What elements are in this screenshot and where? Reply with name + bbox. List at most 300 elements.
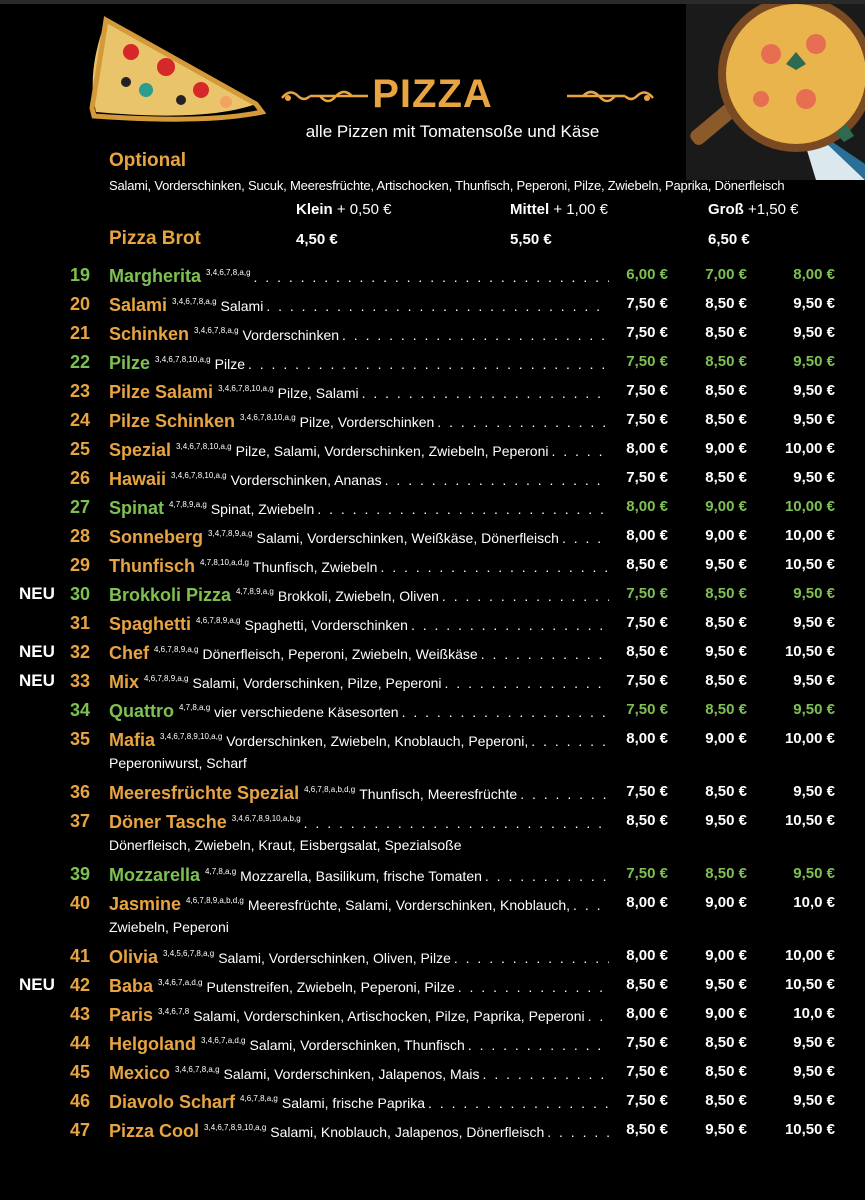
- item-name: Diavolo Scharf: [109, 1092, 236, 1112]
- item-line: [109, 668, 609, 697]
- item-allergens: 4,6,7,8,a,g: [240, 1094, 278, 1103]
- price-gross: 9,50 €: [793, 324, 835, 341]
- menu-item: [0, 262, 865, 291]
- price-klein: 8,50 €: [626, 1121, 668, 1138]
- price-gross: 10,00 €: [784, 947, 835, 964]
- dot-leader: [317, 501, 609, 517]
- dot-leader: [385, 472, 609, 488]
- price-mittel: 9,50 €: [705, 1121, 747, 1138]
- price-klein: 8,50 €: [626, 976, 668, 993]
- item-description: Spinat, Zwiebeln: [210, 501, 315, 517]
- menu-item: [0, 1001, 865, 1030]
- dot-leader: [442, 588, 609, 604]
- item-allergens: 3,4,6,7,8,10,a,g: [218, 384, 274, 393]
- item-allergens: 3,4,6,7,8: [158, 1007, 190, 1016]
- menu-item: [0, 349, 865, 378]
- price-mittel: 9,00 €: [705, 894, 747, 911]
- item-description: Vorderschinken, Zwiebeln, Knoblauch, Peperoni,: [226, 733, 529, 749]
- dot-leader: [454, 950, 609, 966]
- dot-leader: [428, 1095, 609, 1111]
- item-number: 24: [69, 410, 90, 430]
- price-klein: 7,50 €: [626, 585, 668, 602]
- item-name: Hawaii: [109, 469, 167, 489]
- item-allergens: 4,6,7,8,a,b,d,g: [304, 785, 356, 794]
- item-number: 20: [69, 294, 90, 314]
- price-gross: 9,50 €: [793, 701, 835, 718]
- price-klein: 8,00 €: [626, 730, 668, 747]
- price-gross: 9,50 €: [793, 469, 835, 486]
- price-klein: 7,50 €: [626, 353, 668, 370]
- price-gross: 9,50 €: [793, 411, 835, 428]
- item-line: [109, 697, 609, 726]
- item-description: Brokkoli, Zwiebeln, Oliven: [277, 588, 439, 604]
- item-line: [109, 1059, 609, 1088]
- item-allergens: 4,6,7,8,9,a,g: [154, 645, 199, 654]
- item-allergens: 3,4,6,7,a,d,g: [158, 978, 203, 987]
- price-gross: 9,50 €: [793, 672, 835, 689]
- item-name: Jasmine: [109, 894, 182, 914]
- item-allergens: 4,6,7,8,9,a,b,d,g: [186, 896, 244, 905]
- item-description: Salami, Vorderschinken, Jalapenos, Mais: [223, 1066, 480, 1082]
- item-line: [109, 320, 609, 349]
- item-line: [109, 262, 609, 291]
- item-description-continued: Zwiebeln, Peperoni: [109, 919, 229, 935]
- item-description: Mozzarella, Basilikum, frische Tomaten: [240, 868, 482, 884]
- item-number: 33: [69, 671, 90, 691]
- item-allergens: 3,4,6,7,8,10,a,g: [171, 471, 227, 480]
- item-description: Thunfisch, Meeresfrüchte: [359, 786, 518, 802]
- item-line: [109, 494, 609, 523]
- menu-item: [0, 610, 865, 639]
- item-number: 27: [69, 497, 90, 517]
- item-description: Spaghetti, Vorderschinken: [244, 617, 408, 633]
- menu-item: [0, 726, 865, 779]
- item-number: 39: [69, 864, 90, 884]
- price-mittel: 8,50 €: [705, 672, 747, 689]
- dot-leader: [402, 704, 609, 720]
- item-allergens: 3,4,6,7,8,10,a,g: [176, 442, 232, 451]
- price-mittel: 9,00 €: [705, 730, 747, 747]
- item-allergens: 4,7,8,a,g: [205, 867, 237, 876]
- item-allergens: 3,4,6,7,8,10,a,g: [155, 355, 211, 364]
- price-klein: 6,00 €: [626, 266, 668, 283]
- price-klein: 7,50 €: [626, 1092, 668, 1109]
- price-gross: 9,50 €: [793, 783, 835, 800]
- price-gross: 10,0 €: [793, 894, 835, 911]
- price-gross: 9,50 €: [793, 1063, 835, 1080]
- item-allergens: 3,4,6,7,8,9,10,a,g: [160, 732, 223, 741]
- price-mittel: 8,50 €: [705, 783, 747, 800]
- price-klein: 8,00 €: [626, 894, 668, 911]
- item-name: Paris: [109, 1005, 154, 1025]
- pizza-brot-price-mittel: 5,50 €: [510, 231, 552, 248]
- dot-leader: [468, 1037, 609, 1053]
- item-name: Baba: [109, 976, 154, 996]
- price-klein: 8,50 €: [626, 556, 668, 573]
- size-label: Groß: [708, 201, 744, 218]
- price-gross: 10,00 €: [784, 498, 835, 515]
- item-number: 19: [69, 265, 90, 285]
- menu-item: [0, 1059, 865, 1088]
- price-klein: 8,50 €: [626, 812, 668, 829]
- dot-leader: [547, 1124, 609, 1140]
- new-badge: NEU: [19, 671, 55, 690]
- item-allergens: 4,7,8,a,g: [179, 703, 211, 712]
- menu-item: [0, 320, 865, 349]
- price-klein: 7,50 €: [626, 672, 668, 689]
- item-line: [109, 779, 609, 808]
- item-description: Vorderschinken, Ananas: [230, 472, 382, 488]
- item-description: Putenstreifen, Zwiebeln, Peperoni, Pilze: [206, 979, 455, 995]
- menu-item: [0, 779, 865, 808]
- pizza-brot-price-gross: 6,50 €: [708, 231, 750, 248]
- price-gross: 9,50 €: [793, 865, 835, 882]
- price-mittel: 8,50 €: [705, 1063, 747, 1080]
- menu-item: [0, 668, 865, 697]
- item-description: Salami, Vorderschinken, Weißkäse, Dönerfleisch: [256, 530, 559, 546]
- price-gross: 9,50 €: [793, 1034, 835, 1051]
- item-number: 28: [69, 526, 90, 546]
- price-klein: 7,50 €: [626, 295, 668, 312]
- item-line: [109, 1030, 609, 1059]
- item-description: Pilze: [214, 356, 245, 372]
- price-mittel: 8,50 €: [705, 865, 747, 882]
- dot-leader: [304, 815, 609, 831]
- item-description: Salami, frische Paprika: [281, 1095, 426, 1111]
- page-title: PIZZA: [372, 72, 493, 116]
- menu-item: [0, 639, 865, 668]
- price-mittel: 9,50 €: [705, 556, 747, 573]
- price-gross: 10,50 €: [784, 1121, 835, 1138]
- price-klein: 8,00 €: [626, 440, 668, 457]
- price-mittel: 8,50 €: [705, 585, 747, 602]
- item-name: Pilze Salami: [109, 382, 214, 402]
- item-line: [109, 1117, 609, 1146]
- item-line: [109, 465, 609, 494]
- item-description: Thunfisch, Zwiebeln: [252, 559, 378, 575]
- item-number: 46: [69, 1091, 90, 1111]
- size-label: Mittel: [510, 201, 550, 218]
- item-name: Döner Tasche: [109, 812, 227, 832]
- price-gross: 8,00 €: [793, 266, 835, 283]
- price-klein: 7,50 €: [626, 324, 668, 341]
- item-name: Spaghetti: [109, 614, 192, 634]
- item-name: Olivia: [109, 947, 159, 967]
- menu-item: [0, 972, 865, 1001]
- dot-leader: [520, 786, 609, 802]
- item-number: 22: [69, 352, 90, 372]
- item-number: 41: [69, 946, 90, 966]
- price-mittel: 8,50 €: [705, 324, 747, 341]
- price-gross: 10,00 €: [784, 440, 835, 457]
- item-description-continued: Peperoniwurst, Scharf: [109, 755, 247, 771]
- item-number: 23: [69, 381, 90, 401]
- item-line: [109, 943, 609, 972]
- price-mittel: 8,50 €: [705, 701, 747, 718]
- price-klein: 7,50 €: [626, 411, 668, 428]
- new-badge: NEU: [19, 975, 55, 994]
- item-line: [109, 291, 609, 320]
- item-name: Brokkoli Pizza: [109, 585, 232, 605]
- item-line: [109, 552, 609, 581]
- page-subtitle: alle Pizzen mit Tomatensoße und Käse: [305, 122, 600, 141]
- price-gross: 10,00 €: [784, 730, 835, 747]
- price-gross: 10,50 €: [784, 812, 835, 829]
- price-klein: 8,00 €: [626, 1005, 668, 1022]
- item-number: 30: [69, 584, 90, 604]
- item-name: Mozzarella: [109, 865, 201, 885]
- item-line: [109, 436, 609, 465]
- item-description: Salami, Knoblauch, Jalapenos, Dönerfleisch: [270, 1124, 545, 1140]
- price-mittel: 8,50 €: [705, 382, 747, 399]
- price-gross: 10,0 €: [793, 1005, 835, 1022]
- item-name: Pilze: [109, 353, 151, 373]
- price-klein: 8,00 €: [626, 498, 668, 515]
- item-line: [109, 861, 609, 890]
- item-description: Vorderschinken: [242, 327, 340, 343]
- pizza-brot-label: Pizza Brot: [109, 228, 201, 249]
- price-mittel: 8,50 €: [705, 614, 747, 631]
- price-mittel: 9,50 €: [705, 976, 747, 993]
- item-line: [109, 808, 609, 837]
- menu-item: [0, 552, 865, 581]
- menu-item: [0, 378, 865, 407]
- item-name: Margherita: [109, 266, 202, 286]
- item-allergens: 4,7,8,9,a,g: [169, 500, 207, 509]
- price-mittel: 9,50 €: [705, 812, 747, 829]
- price-mittel: 9,50 €: [705, 643, 747, 660]
- dot-leader: [445, 675, 609, 691]
- dot-leader: [266, 298, 609, 314]
- item-description: Salami, Vorderschinken, Artischocken, Pilze, Paprika, Peperoni: [193, 1008, 585, 1024]
- menu-item: [0, 407, 865, 436]
- item-number: 35: [69, 729, 90, 749]
- item-name: Thunfisch: [109, 556, 195, 576]
- item-allergens: 4,6,7,8,9,a,g: [196, 616, 241, 625]
- menu-item: [0, 523, 865, 552]
- size-mittel: [510, 201, 608, 218]
- menu-item: [0, 1088, 865, 1117]
- item-number: 26: [69, 468, 90, 488]
- item-allergens: 4,7,8,10,a,d,g: [200, 558, 249, 567]
- item-name: Salami: [109, 295, 168, 315]
- size-gross: [708, 201, 798, 218]
- item-description: Salami, Vorderschinken, Pilze, Peperoni: [192, 675, 442, 691]
- dot-leader: [362, 385, 609, 401]
- price-klein: 7,50 €: [626, 1034, 668, 1051]
- price-klein: 7,50 €: [626, 701, 668, 718]
- item-allergens: 3,4,5,6,7,8,a,g: [163, 949, 215, 958]
- item-allergens: 3,4,6,7,8,a,g: [175, 1065, 220, 1074]
- dot-leader: [481, 646, 609, 662]
- dot-leader: [551, 443, 609, 459]
- price-gross: 9,50 €: [793, 1092, 835, 1109]
- item-number: 37: [69, 811, 90, 831]
- item-allergens: 4,7,8,9,a,g: [236, 587, 274, 596]
- item-number: 40: [69, 893, 90, 913]
- dot-leader: [411, 617, 609, 633]
- item-line: [109, 890, 609, 919]
- item-name: Helgoland: [109, 1034, 197, 1054]
- item-allergens: 3,4,6,7,8,10,a,g: [240, 413, 296, 422]
- item-number: 32: [69, 642, 90, 662]
- menu-item: [0, 697, 865, 726]
- price-klein: 8,00 €: [626, 947, 668, 964]
- item-name: Quattro: [109, 701, 174, 721]
- menu-item: [0, 1030, 865, 1059]
- item-line: [109, 378, 609, 407]
- menu-item: [0, 943, 865, 972]
- item-description: Dönerfleisch, Peperoni, Zwiebeln, Weißkäse: [202, 646, 478, 662]
- menu-item: [0, 465, 865, 494]
- price-gross: 10,50 €: [784, 643, 835, 660]
- item-name: Mix: [109, 672, 140, 692]
- dot-leader: [437, 414, 609, 430]
- item-name: Chef: [109, 643, 149, 663]
- price-mittel: 9,00 €: [705, 498, 747, 515]
- item-line: [109, 726, 609, 755]
- item-description: Pilze, Salami, Vorderschinken, Zwiebeln, Peperoni: [235, 443, 549, 459]
- price-klein: 7,50 €: [626, 382, 668, 399]
- price-mittel: 8,50 €: [705, 295, 747, 312]
- item-description: Pilze, Salami: [277, 385, 359, 401]
- item-name: Pilze Schinken: [109, 411, 236, 431]
- item-number: 42: [69, 975, 90, 995]
- new-badge: NEU: [19, 642, 55, 661]
- item-number: 43: [69, 1004, 90, 1024]
- price-mittel: 8,50 €: [705, 411, 747, 428]
- item-line: [109, 407, 609, 436]
- item-name: Schinken: [109, 324, 190, 344]
- price-mittel: 8,50 €: [705, 1034, 747, 1051]
- item-description: Salami: [220, 298, 264, 314]
- menu-item: [0, 494, 865, 523]
- item-description: Meeresfrüchte, Salami, Vorderschinken, Knoblauch,: [247, 897, 571, 913]
- menu-item: [0, 861, 865, 890]
- item-number: 31: [69, 613, 90, 633]
- price-gross: 9,50 €: [793, 295, 835, 312]
- price-gross: 9,50 €: [793, 614, 835, 631]
- size-surcharge: +1,50 €: [748, 201, 799, 218]
- menu-item: [0, 808, 865, 861]
- optional-items: Salami, Vorderschinken, Sucuk, Meeresfrüchte, Artischocken, Thunfisch, Peperoni, Pilze, Zwiebeln, Paprika, Dönerfleisch: [109, 178, 785, 193]
- item-name: Sonneberg: [109, 527, 204, 547]
- item-line: [109, 1001, 609, 1030]
- dot-leader: [458, 979, 609, 995]
- price-klein: 7,50 €: [626, 614, 668, 631]
- price-mittel: 9,00 €: [705, 1005, 747, 1022]
- item-line: [109, 610, 609, 639]
- item-line: [109, 972, 609, 1001]
- price-gross: 9,50 €: [793, 585, 835, 602]
- dot-leader: [485, 868, 609, 884]
- menu-item: [0, 291, 865, 320]
- item-allergens: 3,4,6,7,a,d,g: [201, 1036, 246, 1045]
- price-gross: 10,00 €: [784, 527, 835, 544]
- dot-leader: [483, 1066, 609, 1082]
- dot-leader: [342, 327, 609, 343]
- item-allergens: 3,4,6,7,8,a,g: [194, 326, 239, 335]
- menu-item: [0, 581, 865, 610]
- price-klein: 8,50 €: [626, 643, 668, 660]
- item-line: [109, 349, 609, 378]
- item-number: 25: [69, 439, 90, 459]
- item-description: Salami, Vorderschinken, Oliven, Pilze: [218, 950, 451, 966]
- item-allergens: 3,4,6,7,8,a,g: [206, 268, 251, 277]
- price-klein: 8,00 €: [626, 527, 668, 544]
- item-description: Salami, Vorderschinken, Thunfisch: [249, 1037, 465, 1053]
- price-klein: 7,50 €: [626, 1063, 668, 1080]
- menu-item: [0, 890, 865, 943]
- item-number: 21: [69, 323, 90, 343]
- item-allergens: 3,4,6,7,8,a,g: [172, 297, 217, 306]
- item-name: Pizza Cool: [109, 1121, 200, 1141]
- item-name: Mexico: [109, 1063, 171, 1083]
- size-klein: [296, 201, 392, 218]
- item-allergens: 3,4,6,7,8,9,10,a,g: [204, 1123, 267, 1132]
- item-allergens: 3,4,7,8,9,a,g: [208, 529, 253, 538]
- pizza-menu-list: [0, 262, 865, 1146]
- price-klein: 7,50 €: [626, 469, 668, 486]
- price-mittel: 9,00 €: [705, 527, 747, 544]
- item-number: 34: [69, 700, 90, 720]
- item-number: 47: [69, 1120, 90, 1140]
- item-description: Pilze, Vorderschinken: [299, 414, 435, 430]
- menu-item: [0, 436, 865, 465]
- item-number: 44: [69, 1033, 90, 1053]
- price-mittel: 9,00 €: [705, 947, 747, 964]
- item-allergens: 4,6,7,8,9,a,g: [144, 674, 189, 683]
- price-gross: 10,50 €: [784, 556, 835, 573]
- price-gross: 10,50 €: [784, 976, 835, 993]
- price-mittel: 8,50 €: [705, 353, 747, 370]
- item-number: 29: [69, 555, 90, 575]
- item-name: Spinat: [109, 498, 165, 518]
- item-name: Meeresfrüchte Spezial: [109, 783, 300, 803]
- dot-leader: [531, 733, 609, 749]
- dot-leader: [254, 269, 609, 285]
- price-mittel: 8,50 €: [705, 1092, 747, 1109]
- price-klein: 7,50 €: [626, 865, 668, 882]
- item-line: [109, 581, 609, 610]
- new-badge: NEU: [19, 584, 55, 603]
- item-description-continued: Dönerfleisch, Zwiebeln, Kraut, Eisbergsalat, Spezialsoße: [109, 837, 462, 853]
- item-number: 45: [69, 1062, 90, 1082]
- price-mittel: 8,50 €: [705, 469, 747, 486]
- menu-item: [0, 1117, 865, 1146]
- size-label: Klein: [296, 201, 333, 218]
- size-surcharge: + 1,00 €: [553, 201, 608, 218]
- price-mittel: 7,00 €: [705, 266, 747, 283]
- price-klein: 7,50 €: [626, 783, 668, 800]
- price-gross: 9,50 €: [793, 353, 835, 370]
- pizza-brot-price-klein: 4,50 €: [296, 231, 338, 248]
- dot-leader: [248, 356, 609, 372]
- item-number: 36: [69, 782, 90, 802]
- size-surcharge: + 0,50 €: [336, 201, 392, 218]
- optional-title: Optional: [109, 150, 187, 171]
- dot-leader: [380, 559, 609, 575]
- item-name: Mafia: [109, 730, 156, 750]
- item-allergens: 3,4,6,7,8,9,10,a,b,g: [231, 814, 301, 823]
- item-name: Spezial: [109, 440, 172, 460]
- item-line: [109, 1088, 609, 1117]
- price-mittel: 9,00 €: [705, 440, 747, 457]
- price-gross: 9,50 €: [793, 382, 835, 399]
- item-description: vier verschiedene Käsesorten: [214, 704, 399, 720]
- item-line: [109, 523, 609, 552]
- item-line: [109, 639, 609, 668]
